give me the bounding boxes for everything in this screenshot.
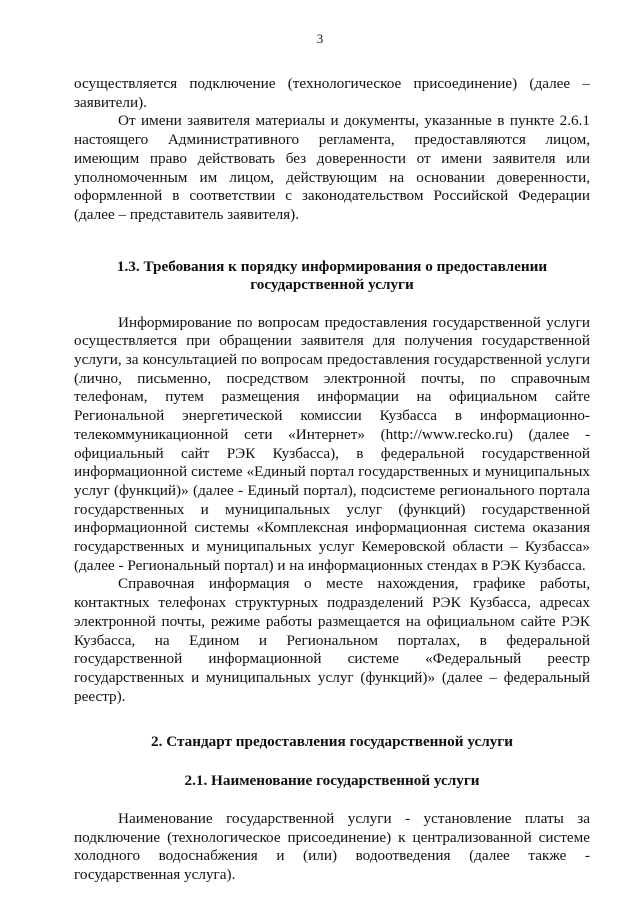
section-heading-1-3-line1: 1.3. Требования к порядку информирования о предоставлении: [116, 257, 548, 275]
paragraph-applicant-representative: От имени заявителя материалы и документы, указанные в пункте 2.6.1 настоящего Административного регламента, предоставляются лицом, имеющим право действовать без доверенности от имени заявителя или уполномоченным им лицом, действующим на основании доверенности, оформленной в соответствии с законодательством Российской Федерации (далее – представитель заявителя).: [74, 112, 590, 223]
paragraph-reference-info: Справочная информация о месте нахождения, графике работы, контактных телефонах структурных подразделений РЭК Кузбасса, адресах электронной почты, режиме работы размещается на официальном сайте РЭК Кузбасса, на Едином и Региональном порталах, в федеральной государственной информационной системе «Федеральный реестр государственных и муниципальных услуг (функций)» (далее – федеральный реестр).: [74, 575, 590, 705]
section-heading-1-3: [74, 258, 590, 295]
paragraph-service-name: Наименование государственной услуги - установление платы за подключение (технологическое присоединение) к централизованной системе холодного водоснабжения и (или) водоотведения (далее также - государственная услуга).: [74, 809, 590, 883]
paragraph-applicants-end: осуществляется подключение (технологическое присоединение) (далее – заявители).: [74, 75, 590, 111]
page-number: 3: [316, 31, 324, 46]
section-heading-2: 2. Стандарт предоставления государственной услуги: [151, 733, 513, 751]
section-heading-2-1: 2.1. Наименование государственной услуги: [184, 772, 480, 790]
paragraph-informing: Информирование по вопросам предоставления государственной услуги осуществляется при обращении заявителя для получения государственной услуги, за консультацией по вопросам предоставления государственной услуги (лично, письменно, посредством электронной почты, по справочным телефонам, путем размещения информации на официальном сайте Региональной энергетической комиссии Кузбасса в информационно-телекоммуникационной сети «Интернет» (http://www.recko.ru) (далее - официальный сайт РЭК Кузбасса), в федеральной государственной информационной системе «Единый портал государственных и муниципальных услуг (функций)» (далее - Единый портал), подсистеме регионального портала государственных и муниципальных услуг (функций) государственной информационной системы «Комплексная информационная система оказания государственных и муниципальных услуг Кемеровской области – Кузбасса» (далее - Региональный портал) и на информационных стендах в РЭК Кузбасса.: [74, 313, 590, 574]
page-content: [74, 75, 590, 885]
section-heading-1-3-line2: государственной услуги: [250, 276, 414, 294]
